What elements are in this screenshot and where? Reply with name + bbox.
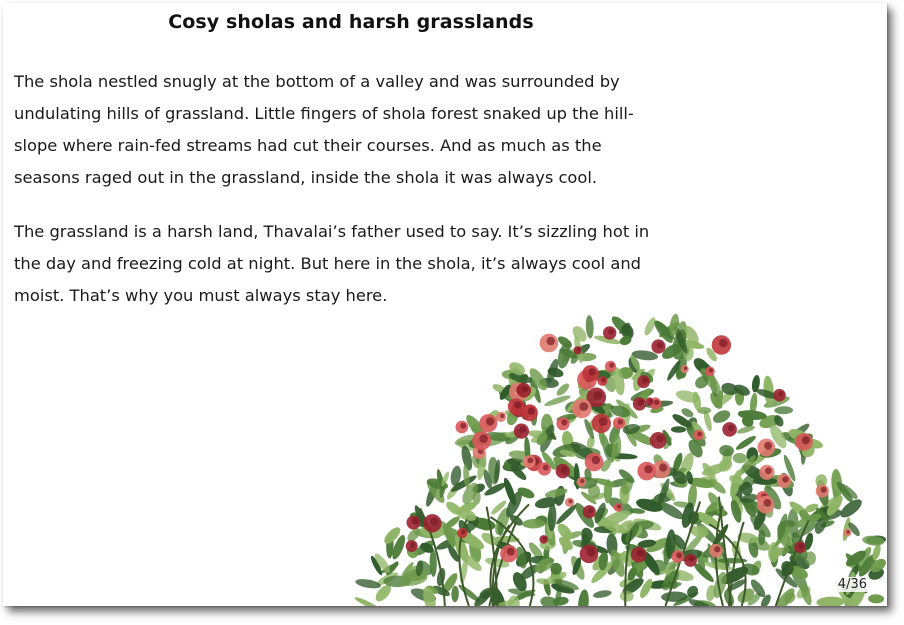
- flower-center: [782, 476, 788, 482]
- page-title: Cosy sholas and harsh grasslands: [168, 11, 534, 33]
- flower-center: [568, 499, 572, 503]
- leaf: [732, 452, 747, 463]
- flower-center: [507, 548, 515, 556]
- leaf: [868, 594, 884, 604]
- leaf: [671, 426, 686, 433]
- flower-center: [802, 436, 810, 444]
- flower-center: [543, 537, 547, 541]
- flower-center: [608, 329, 614, 335]
- leaf: [719, 444, 735, 457]
- paragraph-line: undulating hills of grassland. Little fingers of shola forest snaked up the hill-: [14, 104, 634, 123]
- paragraph-line: seasons raged out in the grassland, inside the shola it was always cool.: [14, 168, 598, 187]
- flower-center: [821, 487, 827, 493]
- flower-center: [637, 550, 644, 557]
- flowering-shrub-illustration: [303, 303, 887, 606]
- flower-center: [719, 339, 728, 348]
- page-number: 4/36: [837, 577, 867, 592]
- paragraph-line: The shola nestled snugly at the bottom of a valley and was surrounded by: [14, 72, 620, 91]
- flower-center: [587, 548, 595, 556]
- flower-center: [479, 434, 488, 443]
- leaf: [547, 503, 556, 531]
- flower-center: [642, 378, 648, 384]
- flower-center: [601, 378, 605, 382]
- flower-center: [617, 505, 621, 509]
- flower-center: [592, 456, 600, 464]
- leaf: [774, 406, 793, 414]
- leaf: [451, 586, 459, 602]
- flower-center: [654, 400, 659, 405]
- flower-center: [577, 348, 581, 352]
- flower-center: [618, 419, 623, 424]
- flower-center: [561, 420, 567, 426]
- flower-center: [486, 417, 494, 425]
- flower-center: [709, 368, 713, 372]
- flower-center: [547, 337, 555, 345]
- flower-center: [644, 465, 652, 473]
- paragraph-2: [14, 216, 684, 312]
- flower-center: [846, 530, 850, 534]
- shrub-foliage: [353, 313, 887, 606]
- flower-center: [609, 363, 614, 368]
- leaf: [554, 503, 578, 527]
- flower-center: [714, 546, 720, 552]
- flower-center: [697, 432, 702, 437]
- paragraph-line: The grassland is a harsh land, Thavalai’s father used to say. It’s sizzling hot in: [14, 222, 650, 241]
- flower-center: [778, 391, 784, 397]
- leaf: [592, 589, 612, 599]
- flower-center: [410, 542, 415, 547]
- flower-center: [522, 386, 529, 393]
- flower-center: [589, 368, 596, 375]
- leaf: [816, 596, 844, 606]
- flower-center: [765, 467, 772, 474]
- flower-center: [594, 391, 603, 400]
- leaf: [577, 589, 590, 606]
- flower-center: [579, 402, 588, 411]
- flower-center: [684, 367, 688, 371]
- flower-center: [799, 543, 804, 548]
- flower-center: [599, 417, 608, 426]
- flower-center: [656, 435, 664, 443]
- flower-center: [528, 407, 536, 415]
- paragraph-line: the day and freezing cold at night. But here in the shola, it’s always cool and: [14, 254, 642, 273]
- flower-center: [514, 401, 521, 408]
- paragraph-line: slope where rain-fed streams had cut their courses. And as much as the: [14, 136, 602, 155]
- flower-center: [520, 426, 527, 433]
- flower-center: [561, 467, 567, 473]
- flower-center: [764, 442, 772, 450]
- flower-center: [461, 530, 466, 535]
- leaf: [585, 315, 594, 339]
- flower-center: [500, 414, 505, 419]
- flower-center: [460, 423, 466, 429]
- flower-center: [676, 552, 682, 558]
- flower-center: [588, 507, 594, 513]
- flower-center: [638, 400, 644, 406]
- flower-center: [580, 479, 584, 483]
- flower-center: [728, 425, 735, 432]
- book-page: [3, 3, 887, 606]
- flower-center: [764, 499, 772, 507]
- flower-center: [430, 517, 438, 525]
- flower-center: [689, 556, 695, 562]
- flower-center: [412, 518, 418, 524]
- flower-center: [528, 458, 534, 464]
- flower-center: [649, 399, 653, 403]
- flower-center: [659, 463, 667, 471]
- flower-center: [543, 465, 549, 471]
- leaf: [355, 577, 382, 590]
- flower-center: [657, 342, 663, 348]
- paragraph-1: [14, 66, 684, 194]
- paragraph-line: moist. That’s why you must always stay here.: [14, 286, 388, 305]
